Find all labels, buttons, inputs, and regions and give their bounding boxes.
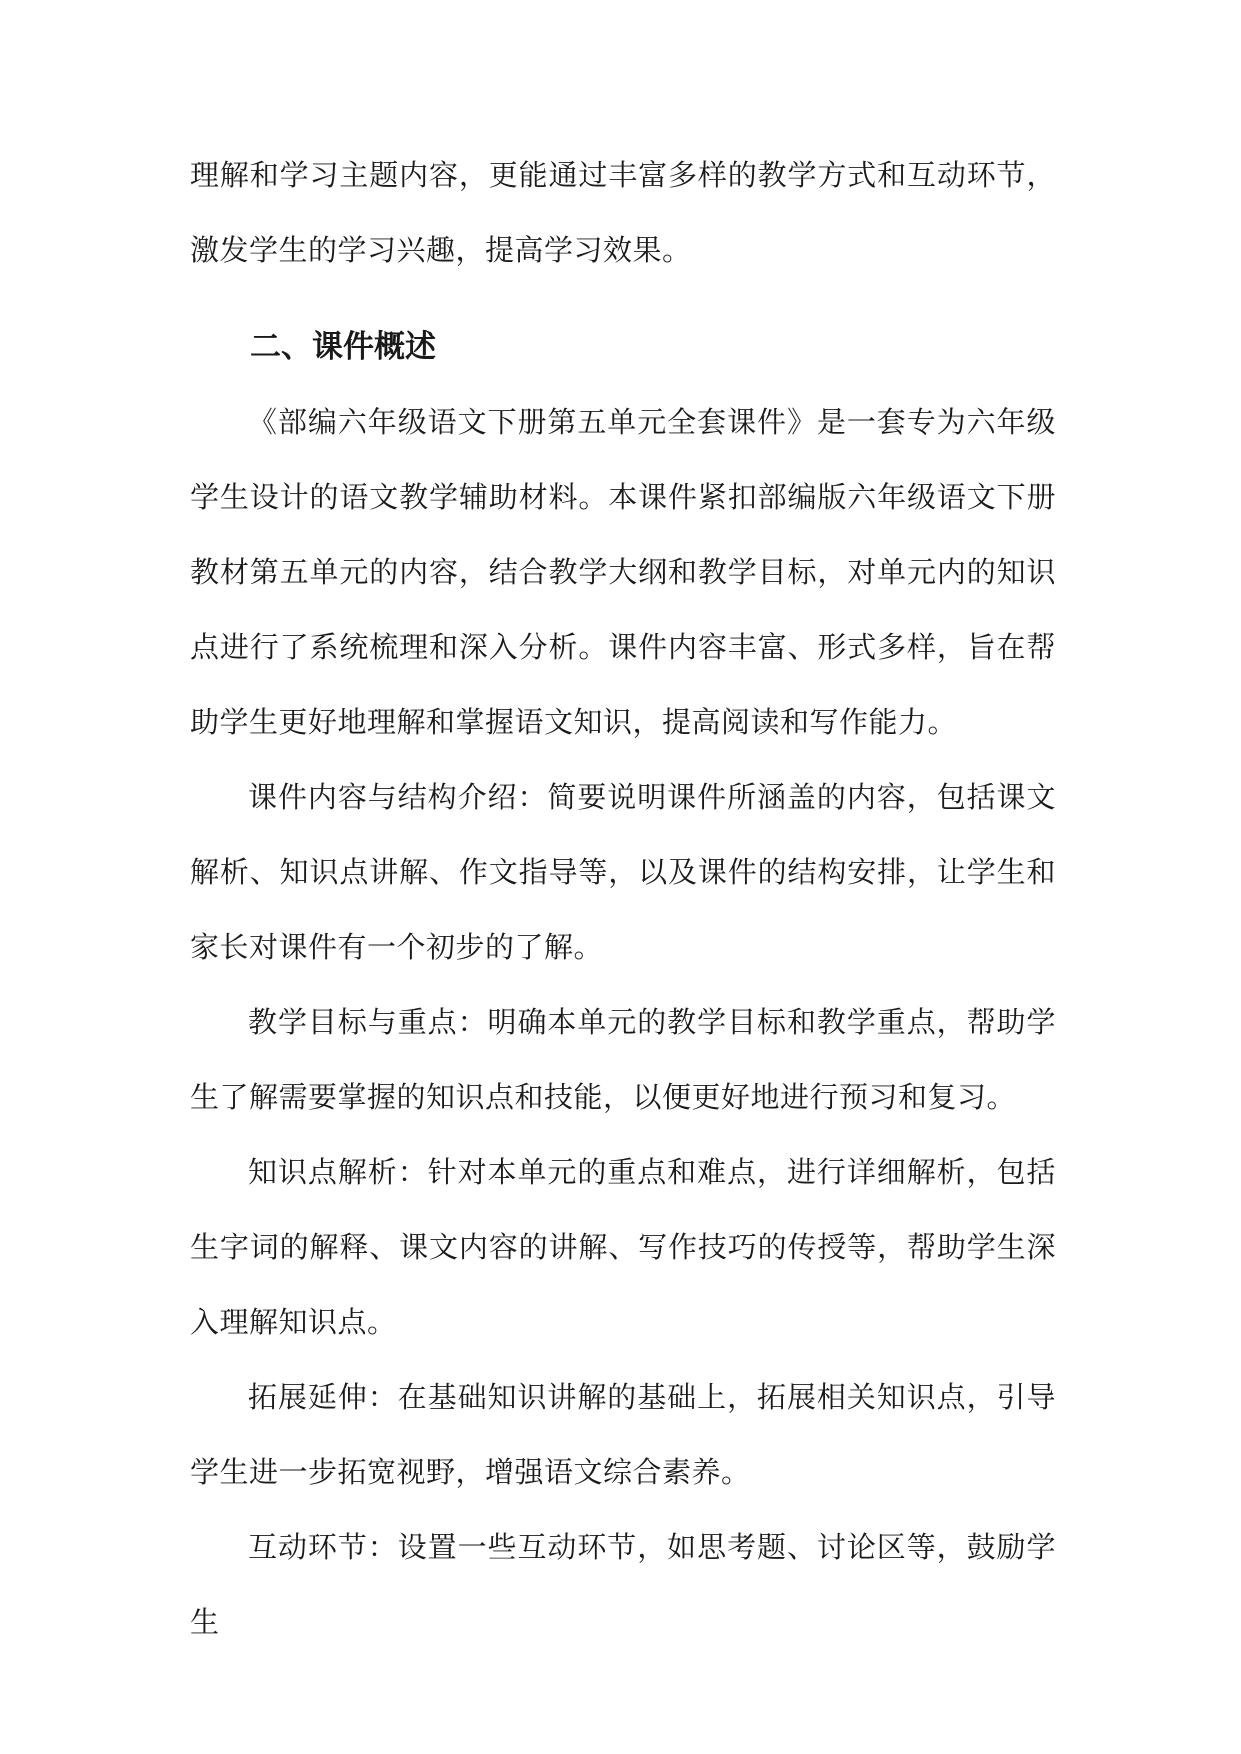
intro-continuation-paragraph: 理解和学习主题内容，更能通过丰富多样的教学方式和互动环节，激发学生的学习兴趣，提高学习效果。 (190, 158, 1056, 267)
interaction-paragraph: 互动环节：设置一些互动环节，如思考题、讨论区等，鼓励学生 (190, 1530, 1056, 1639)
spacer (190, 288, 1056, 310)
overview-paragraph: 《部编六年级语文下册第五单元全套课件》是一套专为六年级学生设计的语文教学辅助材料。本课件紧扣部编版六年级语文下册教材第五单元的内容，结合教学大纲和教学目标，对单元内的知识点进行了系统梳理和深入分析。课件内容丰富、形式多样，旨在帮助学生更好地理解和掌握语文知识，提高阅读和写作能力。 (190, 405, 1056, 739)
teaching-goals-paragraph: 教学目标与重点：明确本单元的教学目标和教学重点，帮助学生了解需要掌握的知识点和技能，以便更好地进行预习和复习。 (190, 1005, 1056, 1114)
document-body (190, 138, 1056, 1660)
content-structure-paragraph: 课件内容与结构介绍：简要说明课件所涵盖的内容，包括课文解析、知识点讲解、作文指导等，以及课件的结构安排，让学生和家长对课件有一个初步的了解。 (190, 780, 1056, 964)
knowledge-analysis-paragraph: 知识点解析：针对本单元的重点和难点，进行详细解析，包括生字词的解释、课文内容的讲解、写作技巧的传授等，帮助学生深入理解知识点。 (190, 1155, 1056, 1339)
extension-paragraph: 拓展延伸：在基础知识讲解的基础上，拓展相关知识点，引导学生进一步拓宽视野，增强语文综合素养。 (190, 1380, 1056, 1489)
section-heading: 二、课件概述 (250, 329, 436, 365)
